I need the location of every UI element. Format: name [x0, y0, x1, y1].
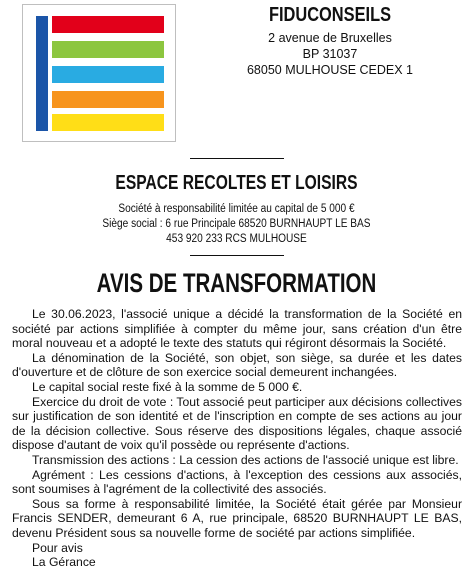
notice-signature: La Gérance [32, 555, 96, 570]
notice-paragraph: Le 30.06.2023, l'associé unique a décidé la transformation de la Société en société par actions simplifiée à compter du même jour, sans création d'un être moral nouveau et a adopté le texte des statuts qui régiront désormais la Société. [12, 307, 462, 351]
separator-rule [190, 255, 284, 256]
notice-paragraph: Exercice du droit de vote : Tout associé peut participer aux décisions collectives sur justification de son identité et de l'inscription en compte de ses actions au jour de la décision collective. Sous réserve des dispositions légales, chaque associé dispose d'autant de voix qu'il possède ou représente d'actions. [12, 394, 462, 453]
logo-stripe-cyan [52, 66, 164, 83]
firm-logo [22, 4, 176, 142]
logo-stripe-yellow [52, 114, 164, 131]
firm-address-line: 2 avenue de Bruxelles [268, 31, 392, 45]
notice-paragraph: Le capital social reste fixé à la somme de 5 000 €. [32, 379, 303, 394]
logo-stripe-green [52, 41, 164, 58]
company-registration: 453 920 233 RCS MULHOUSE [166, 233, 307, 245]
notice-paragraph: Transmission des actions : La cession des actions de l'associé unique est libre. [32, 452, 459, 467]
company-name: ESPACE RECOLTES ET LOISIRS [115, 172, 358, 194]
notice-body [12, 307, 462, 570]
firm-address-line: 68050 MULHOUSE CEDEX 1 [246, 63, 414, 77]
logo-stripe-red [52, 16, 164, 33]
firm-name: FIDUCONSEILS [268, 4, 392, 26]
notice-paragraph: La dénomination de la Société, son objet, son siège, sa durée et les dates d'ouverture et de clôture de son exercice social demeurent inchangées. [12, 350, 462, 380]
notice-paragraph: Agrément : Les cessions d'actions, à l'exception des cessions aux associés, sont soumises à l'agrément de la collectivité des associés. [12, 467, 462, 497]
notice-title: AVIS DE TRANSFORMATION [96, 268, 377, 298]
company-legal-form: Société à responsabilité limitée au capital de 5 000 € [118, 203, 355, 215]
logo-stripe-orange [52, 91, 164, 108]
company-registered-office: Siège social : 6 rue Principale 68520 BURNHAUPT LE BAS [102, 218, 371, 230]
separator-rule [190, 158, 284, 159]
firm-address-line: BP 31037 [302, 47, 358, 61]
notice-paragraph: Sous sa forme à responsabilité limitée, la Société était gérée par Monsieur Francis SENDER, demeurant 6 A, rue principale, 68520 BURNHAUPT LE BAS, devenu Président sous sa nouvelle forme de société par actions simplifiée. [12, 496, 462, 540]
notice-closing: Pour avis [32, 540, 83, 555]
logo-blue-bar [36, 16, 48, 131]
